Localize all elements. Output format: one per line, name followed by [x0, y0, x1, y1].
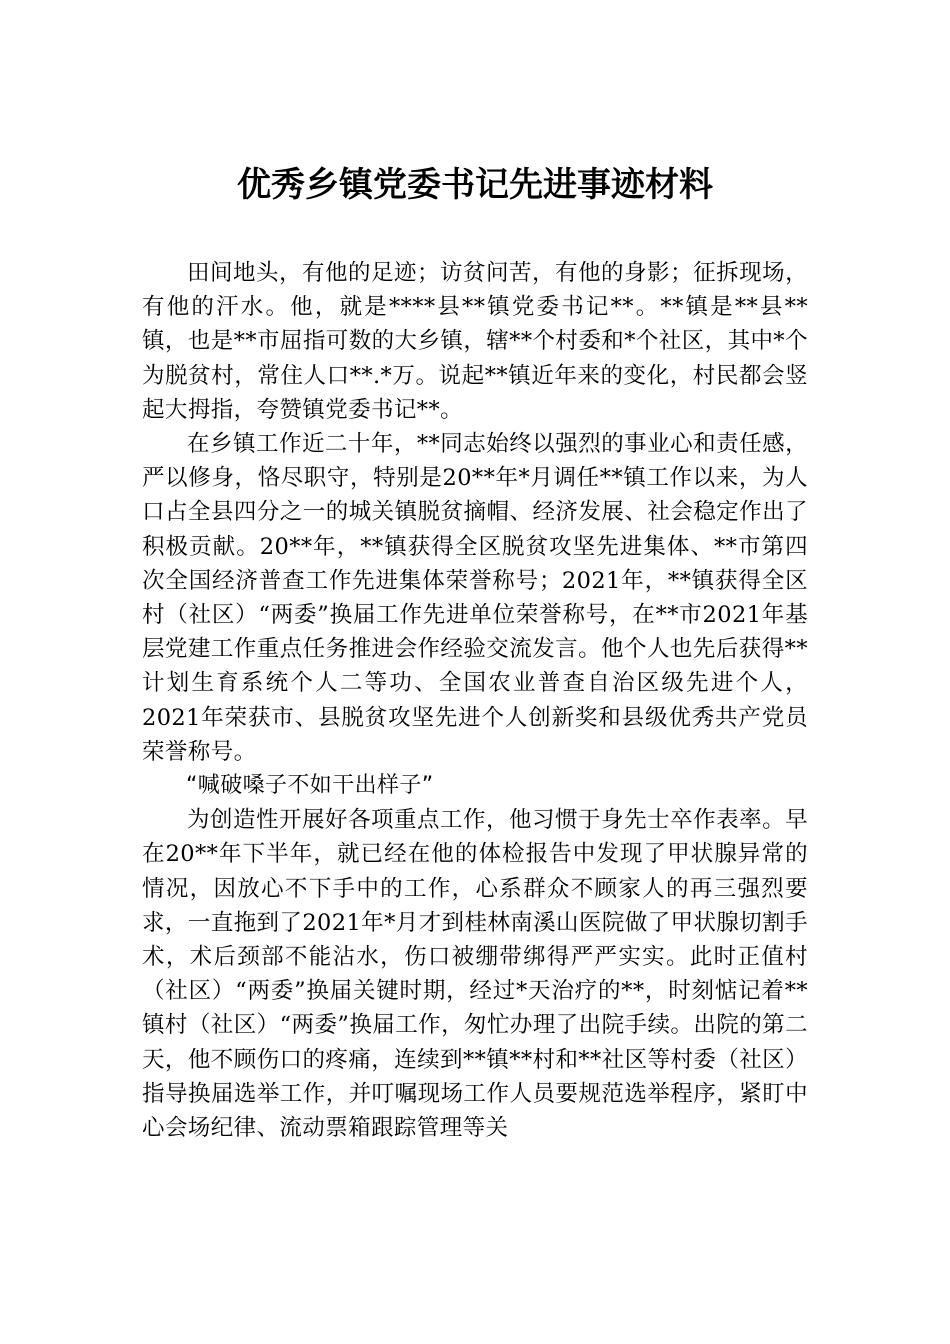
paragraph-example: 为创造性开展好各项重点工作，他习惯于身先士卒作表率。早在20**年下半年，就已经在他的体检报告中发现了甲状腺异常的情况，因放心不下手中的工作，心系群众不顾家人的再三强烈要求，一直拖到了2021年*月才到桂林南溪山医院做了甲状腺切割手术，术后颈部不能沾水，伤口被绷带绑得严严实实。此时正值村（社区）“两委”换届关键时期，经过*天治疗的**，时刻惦记着**镇村（社区）“两委”换届工作，匆忙办理了出院手续。出院的第二天，他不顾伤口的疼痛，连续到**镇**村和**社区等村委（社区）指导换届选举工作，并叮嘱现场工作人员要规范选举程序，紧盯中心会场纪律、流动票箱跟踪管理等关: [142, 807, 808, 1142]
paragraph-intro: 田间地头，有他的足迹；访贫问苦，有他的身影；征拆现场，有他的汗水。他，就是****县**镇党委书记**。**镇是**县**镇，也是**市屈指可数的大乡镇，辖**个村委和*个社区，其中*个为脱贫村，常住人口**.*万。说起**镇近年来的变化，村民都会竖起大拇指，夸赞镇党委书记**。: [142, 260, 808, 423]
document-body: [142, 256, 808, 1145]
paragraph-achievements: 在乡镇工作近二十年，**同志始终以强烈的事业心和责任感，严以修身，恪尽职守，特别是20**年*月调任**镇工作以来，为人口占全县四分之一的城关镇脱贫摘帽、经济发展、社会稳定作出了积极贡献。20**年，**镇获得全区脱贫攻坚先进集体、**市第四次全国经济普查工作先进集体荣誉称号；2021年，**镇获得全区村（社区）“两委”换届工作先进单位荣誉称号，在**市2021年基层党建工作重点任务推进会作经验交流发言。他个人也先后获得**计划生育系统个人二等功、全国农业普查自治区级先进个人，2021年荣获市、县脱贫攻坚先进个人创新奖和县级优秀共产党员荣誉称号。: [142, 431, 808, 765]
document-title: 优秀乡镇党委书记先进事迹材料: [237, 165, 713, 205]
section-subheading: “喊破嗓子不如干出样子”: [186, 773, 434, 799]
